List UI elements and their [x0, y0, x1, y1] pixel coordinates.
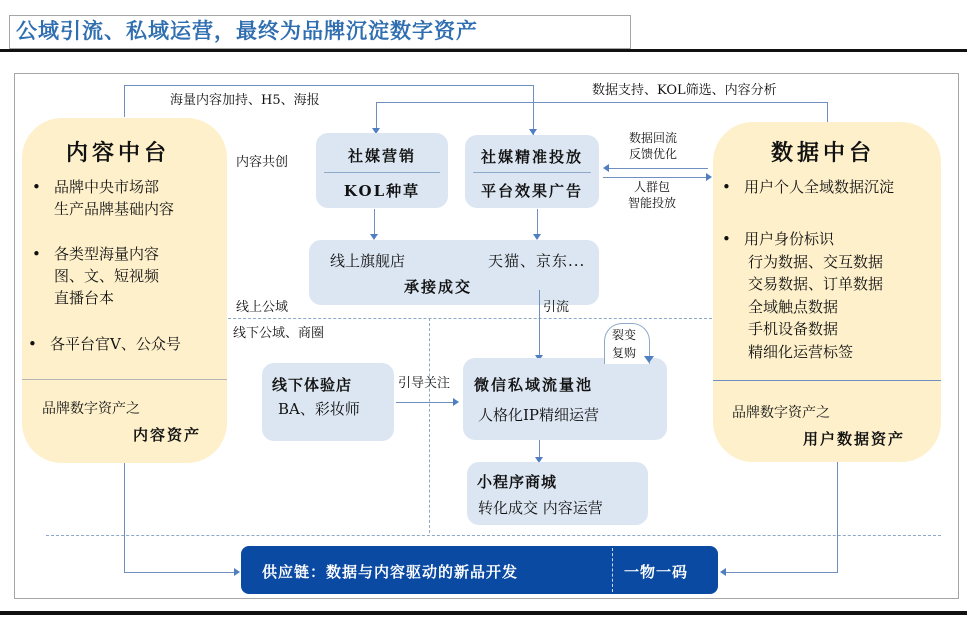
- label-co-create: 内容共创: [236, 155, 289, 170]
- offline-store-sub: BA、彩妆师: [278, 400, 360, 418]
- data-platform-title: 数据中台: [771, 140, 876, 166]
- arrow-left-icon: [720, 568, 726, 576]
- online-offline-divider: [228, 318, 712, 319]
- one-item-one-code-label: 一物一码: [624, 563, 689, 581]
- connector-traffic: [539, 290, 540, 358]
- social-marketing-divider: [324, 172, 440, 173]
- connector-to-ads: [533, 85, 534, 135]
- left-asset-name: 内容资产: [133, 426, 202, 444]
- offline-vertical-divider: [429, 318, 430, 533]
- left-divider: [22, 379, 227, 380]
- deal-right-label: 天猫、京东...: [488, 252, 586, 270]
- label-traffic: 引流: [543, 300, 570, 315]
- label-fission-1: 裂变: [612, 328, 637, 342]
- connector-from-data: [726, 572, 837, 573]
- wechat-pool-node: [463, 358, 667, 440]
- left-bullet-2: • 各类型海量内容 图、文、短视频 直播台本: [32, 245, 160, 307]
- label-crowd-2: 智能投放: [628, 196, 677, 210]
- right-bullet-1: • 用户个人全域数据沉淀: [722, 178, 895, 196]
- right-bullet-2: • 用户身份标识 行为数据、交互数据 交易数据、订单数据 全域触点数据 手机设备数据 精细化运营标签: [722, 230, 884, 361]
- connector-to-supply: [124, 572, 234, 573]
- left-bullet-3: • 各平台官V、公众号: [28, 335, 181, 353]
- wechat-pool-sub: 人格化IP精细运营: [478, 406, 600, 424]
- page-title: 公域引流、私域运营，最终为品牌沉淀数字资产: [16, 18, 478, 43]
- mini-program-title: 小程序商城: [477, 473, 558, 491]
- connector-right-up: [827, 102, 828, 122]
- connector-ads-down: [537, 209, 538, 237]
- platform-ads-label: 平台效果广告: [480, 182, 583, 200]
- supply-chain-divider: [46, 535, 941, 536]
- connector-left-up: [124, 85, 125, 117]
- connector-top-right: [376, 102, 828, 103]
- top-rule: [0, 49, 967, 52]
- label-data-back-1: 数据回流: [629, 131, 678, 145]
- connector-social-down: [374, 209, 375, 237]
- arrow-right-icon: [453, 398, 459, 406]
- mini-program-sub: 转化成交 内容运营: [478, 499, 603, 517]
- right-asset-name: 用户数据资产: [803, 430, 906, 448]
- label-online-public: 线上公域: [236, 300, 289, 315]
- social-ads-divider: [473, 172, 591, 173]
- label-crowd-1: 人群包: [634, 180, 671, 194]
- arrow-down-icon: [644, 356, 654, 363]
- content-platform-title: 内容中台: [66, 140, 171, 166]
- left-asset-prefix: 品牌数字资产之: [42, 401, 140, 417]
- left-bullet-1: • 品牌中央市场部 生产品牌基础内容: [32, 178, 175, 218]
- label-data-back-2: 反馈优化: [629, 147, 678, 161]
- connector-left-down: [124, 463, 125, 573]
- supply-chain-label: 供应链：数据与内容驱动的新品开发: [262, 563, 519, 581]
- connector-right-down: [837, 462, 838, 573]
- deal-left-label: 线上旗舰店: [330, 252, 406, 270]
- label-guide-follow: 引导关注: [398, 376, 451, 391]
- right-asset-prefix: 品牌数字资产之: [732, 405, 830, 421]
- bottom-rule: [0, 611, 967, 615]
- label-offline-public: 线下公域、商圈: [233, 326, 325, 341]
- connector-crowd: [603, 177, 707, 178]
- deal-main-label: 承接成交: [404, 278, 473, 296]
- connector-guide-follow: [396, 402, 453, 403]
- label-top-left-flow: 海量内容加持、H5、海报: [170, 93, 320, 108]
- arrow-left-icon: [603, 164, 609, 172]
- label-fission-2: 复购: [612, 346, 637, 360]
- kol-seeding-label: KOL种草: [343, 182, 421, 200]
- social-marketing-label: 社媒营销: [347, 147, 416, 165]
- right-divider: [713, 380, 941, 381]
- arrow-right-icon: [706, 173, 712, 181]
- arrow-right-icon: [234, 568, 240, 576]
- supply-chain-separator: [612, 548, 613, 592]
- connector-data-back: [608, 168, 708, 169]
- connector-top-left: [124, 85, 534, 86]
- label-top-right-flow: 数据支持、KOL筛选、内容分析: [592, 83, 777, 98]
- offline-store-title: 线下体验店: [272, 376, 353, 394]
- social-ads-label: 社媒精准投放: [480, 148, 583, 166]
- wechat-pool-title: 微信私域流量池: [474, 376, 594, 394]
